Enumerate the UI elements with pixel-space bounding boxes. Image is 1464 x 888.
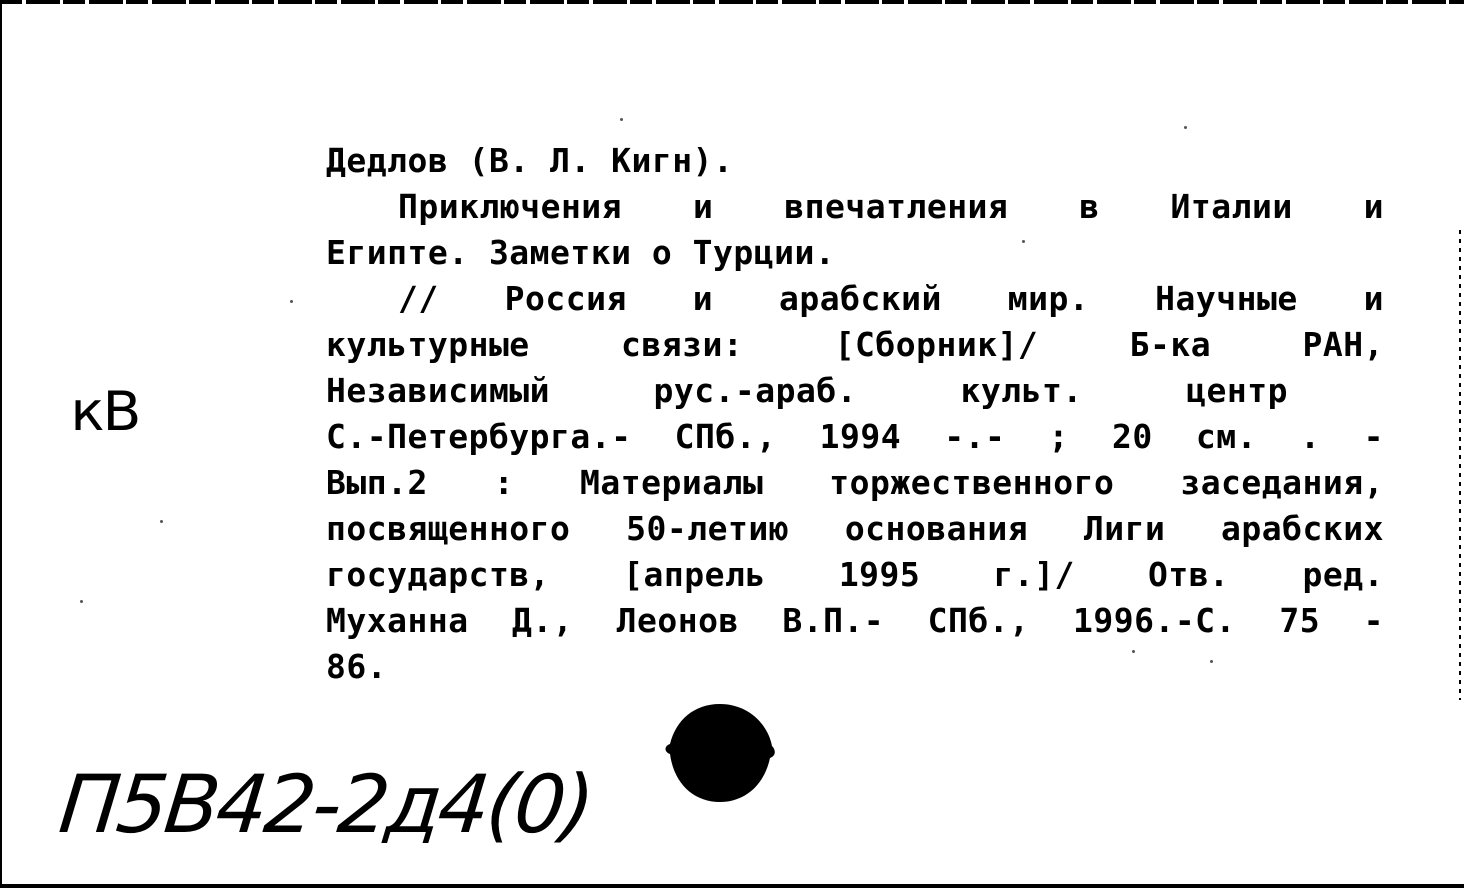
bibliographic-record	[326, 138, 1384, 690]
paper-speck	[80, 600, 83, 603]
record-source-line: культурные связи: [Сборник]/ Б-ка РАН,	[326, 325, 1384, 364]
record-title-line: Приключения и впечатления в Италии и	[398, 187, 1384, 226]
paper-speck	[160, 520, 163, 523]
record-issue-line: государств, [апрель 1995 г.]/ Отв. ред.	[326, 555, 1384, 594]
handwritten-shelf-code: П5В42-2д4(0)	[55, 758, 596, 851]
paper-speck	[1022, 240, 1025, 243]
record-issue-line: посвященного 50-летию основания Лиги арабских	[326, 509, 1384, 548]
record-issue-line: Вып.2 : Материалы торжественного заседания,	[326, 463, 1384, 502]
card-right-edge	[1459, 230, 1461, 700]
record-title-line: Египте. Заметки о Турции.	[326, 233, 836, 272]
paper-speck	[1184, 126, 1187, 129]
paper-speck	[1210, 660, 1213, 663]
record-author: Дедлов (В. Л. Кигн).	[326, 141, 734, 180]
punch-hole	[664, 700, 776, 804]
record-source-line: Независимый рус.-араб. культ. центр	[326, 371, 1288, 410]
handwritten-mark: кВ	[70, 380, 140, 443]
record-source-line: // Россия и арабский мир. Научные и	[398, 279, 1384, 318]
paper-speck	[1132, 650, 1135, 653]
card-bottom-edge	[0, 884, 1464, 888]
record-pages-line: 86.	[326, 647, 388, 686]
record-imprint-line: С.-Петербурга.- СПб., 1994 -.- ; 20 см. . -	[326, 417, 1384, 456]
card-top-edge	[0, 0, 1464, 4]
paper-speck	[620, 118, 623, 121]
paper-speck	[290, 300, 293, 303]
card-left-edge	[0, 0, 2, 888]
record-editors-line: Муханна Д., Леонов В.П.- СПб., 1996.-С. 75 -	[326, 601, 1384, 640]
